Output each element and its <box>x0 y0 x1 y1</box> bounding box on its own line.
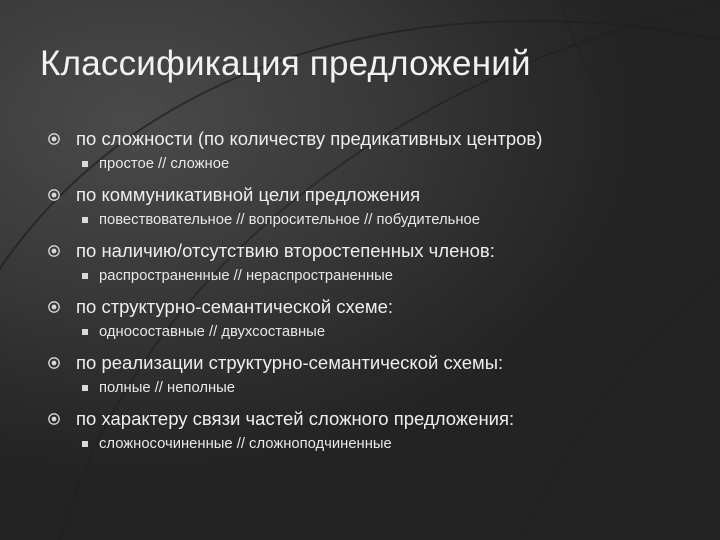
list-item <box>48 352 698 397</box>
level1-bullet <box>48 240 698 262</box>
list-item <box>48 408 698 453</box>
level1-bullet <box>48 184 698 206</box>
target-icon <box>48 133 60 145</box>
target-icon <box>48 245 60 257</box>
level2-text: распространенные // нераспространенные <box>99 268 393 284</box>
list-item <box>48 240 698 285</box>
list-item <box>48 184 698 229</box>
level2-bullet <box>82 379 698 397</box>
square-bullet-icon <box>82 273 88 279</box>
target-icon <box>48 413 60 425</box>
level2-bullet <box>82 155 698 173</box>
level2-text: простое // сложное <box>99 156 230 172</box>
level1-bullet <box>48 408 698 430</box>
square-bullet-icon <box>82 161 88 167</box>
target-icon <box>48 301 60 313</box>
level2-text: повествовательное // вопросительное // побудительное <box>99 212 480 228</box>
square-bullet-icon <box>82 385 88 391</box>
level1-bullet <box>48 128 698 150</box>
square-bullet-icon <box>82 329 88 335</box>
level1-text: по структурно-семантической схеме: <box>76 296 394 317</box>
level1-bullet <box>48 352 698 374</box>
level1-bullet <box>48 296 698 318</box>
target-icon <box>48 189 60 201</box>
level2-bullet <box>82 211 698 229</box>
level2-bullet <box>82 267 698 285</box>
level2-bullet <box>82 323 698 341</box>
level2-bullet <box>82 435 698 453</box>
bullet-list <box>48 128 698 453</box>
list-item <box>48 128 698 173</box>
level2-text: односоставные // двухсоставные <box>99 324 326 340</box>
level1-text: по характеру связи частей сложного предложения: <box>76 408 515 429</box>
level2-text: полные // неполные <box>99 380 236 396</box>
level2-text: сложносочиненные // сложноподчиненные <box>99 436 392 452</box>
square-bullet-icon <box>82 441 88 447</box>
slide-title: Классификация предложений <box>40 44 531 83</box>
level1-text: по наличию/отсутствию второстепенных членов: <box>76 240 495 261</box>
list-item <box>48 296 698 341</box>
target-icon <box>48 357 60 369</box>
level1-text: по сложности (по количеству предикативных центров) <box>76 128 543 149</box>
level1-text: по коммуникативной цели предложения <box>76 184 421 205</box>
square-bullet-icon <box>82 217 88 223</box>
level1-text: по реализации структурно-семантической схемы: <box>76 352 504 373</box>
